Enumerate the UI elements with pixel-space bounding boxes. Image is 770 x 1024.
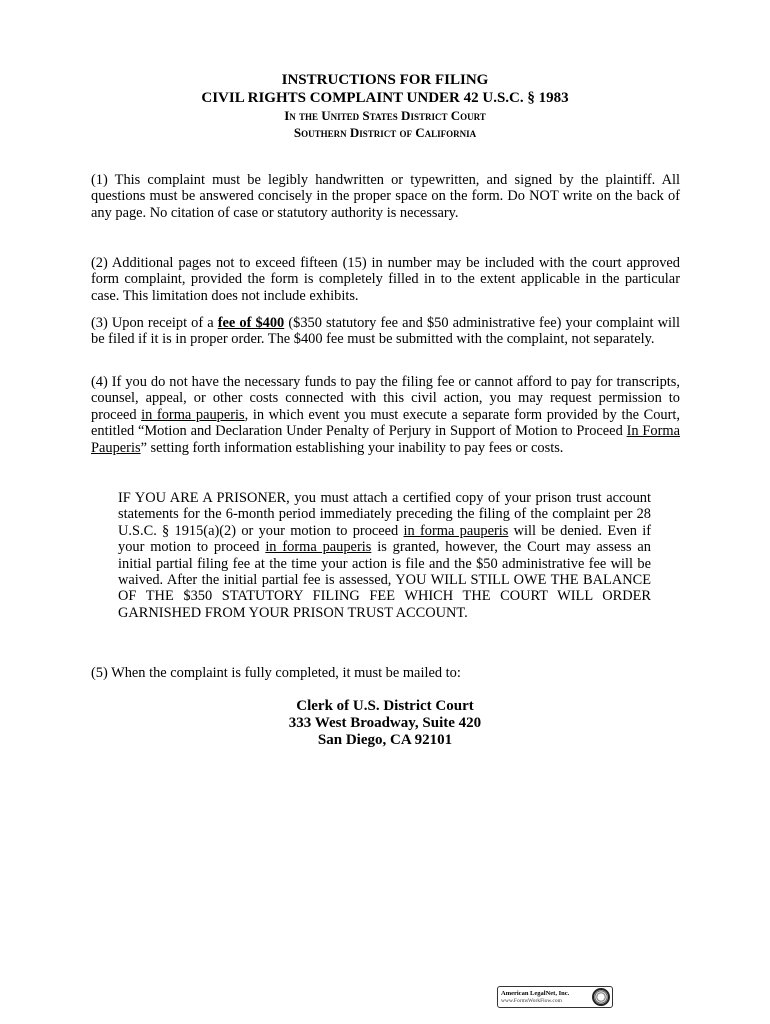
instruction-4-text-b: , in which event you must execute a separate form provided by the Court, entitled “Motion and Declaration Under Penalty of Perjury in Support of Motion to Proceed — [91, 406, 680, 440]
logo-url: www.FormsWorkFlow.com — [501, 998, 562, 1004]
prisoner-text-b: will be denied. Even if your motion to proceed — [118, 522, 651, 556]
publisher-logo — [497, 986, 613, 1008]
instruction-4 — [91, 374, 680, 456]
instruction-4-text-a: (4) If you do not have the necessary funds to pay the filing fee or cannot afford to pay for transcripts, counsel, appeal, or other costs connected with this civil action, you may request permission to proceed — [91, 374, 680, 423]
address-line-3: San Diego, CA 92101 — [317, 732, 453, 748]
logo-name: American LegalNet, Inc. — [501, 990, 570, 997]
ifp-term: in forma pauperis — [265, 539, 372, 556]
instruction-2: (2) Additional pages not to exceed fifteen (15) in number may be included with the court approved form complaint, provided the form is completely filled in to the extent applicable in the particular case. This limitation does not include exhibits. — [91, 255, 680, 304]
instruction-3-text-b: ($350 statutory fee and $50 administrative fee) your complaint will be filed if it is in proper order. The $400 fee must be submitted with the complaint, not separately. — [91, 315, 680, 348]
address-line-2: 333 West Broadway, Suite 420 — [288, 715, 482, 731]
prisoner-text-a: IF YOU ARE A PRISONER, you must attach a certified copy of your prison trust account statements for the 6-month period immediately preceding the filing of the complaint per 28 U.S.C. § 1915(a)(2) or your motion to proceed — [118, 490, 651, 539]
mailing-address — [0, 698, 770, 749]
seal-icon — [592, 988, 610, 1006]
ifp-term: in forma pauperis — [141, 406, 245, 423]
instruction-4-text-c: ” setting forth information establishing your inability to pay fees or costs. — [140, 439, 564, 456]
ifp-term: in forma pauperis — [403, 522, 509, 539]
fee-amount: fee of $400 — [217, 315, 285, 331]
prisoner-instruction — [118, 490, 651, 621]
district-name: Southern District of California — [293, 125, 477, 140]
doc-subtitle: CIVIL RIGHTS COMPLAINT UNDER 42 U.S.C. § 1983 — [201, 90, 569, 106]
doc-title: INSTRUCTIONS FOR FILING — [281, 72, 489, 88]
ifp-term: In Forma Pauperis — [91, 423, 680, 456]
instruction-3 — [91, 315, 680, 348]
prisoner-text-c: is granted, however, the Court may assess an initial partial filing fee at the time your action is file and the $50 administrative fee will be waived. After the initial partial fee is assessed, YOU WILL STILL OWE THE BALANCE OF THE $350 STATUTORY FILING FEE WHICH THE COURT WILL ORDER GARNISHED FROM YOUR PRISON TRUST ACCOUNT. — [118, 539, 651, 621]
address-line-1: Clerk of U.S. District Court — [296, 698, 474, 714]
instruction-3-text-a: (3) Upon receipt of a — [91, 315, 218, 331]
instruction-1: (1) This complaint must be legibly handwritten or typewritten, and signed by the plaintiff. All questions must be answered concisely in the proper space on the form. Do NOT write on the back of any page. No citation of case or statutory authority is necessary. — [91, 172, 680, 221]
instruction-5: (5) When the complaint is fully completed, it must be mailed to: — [91, 665, 461, 681]
court-name: In the United States District Court — [284, 108, 486, 123]
